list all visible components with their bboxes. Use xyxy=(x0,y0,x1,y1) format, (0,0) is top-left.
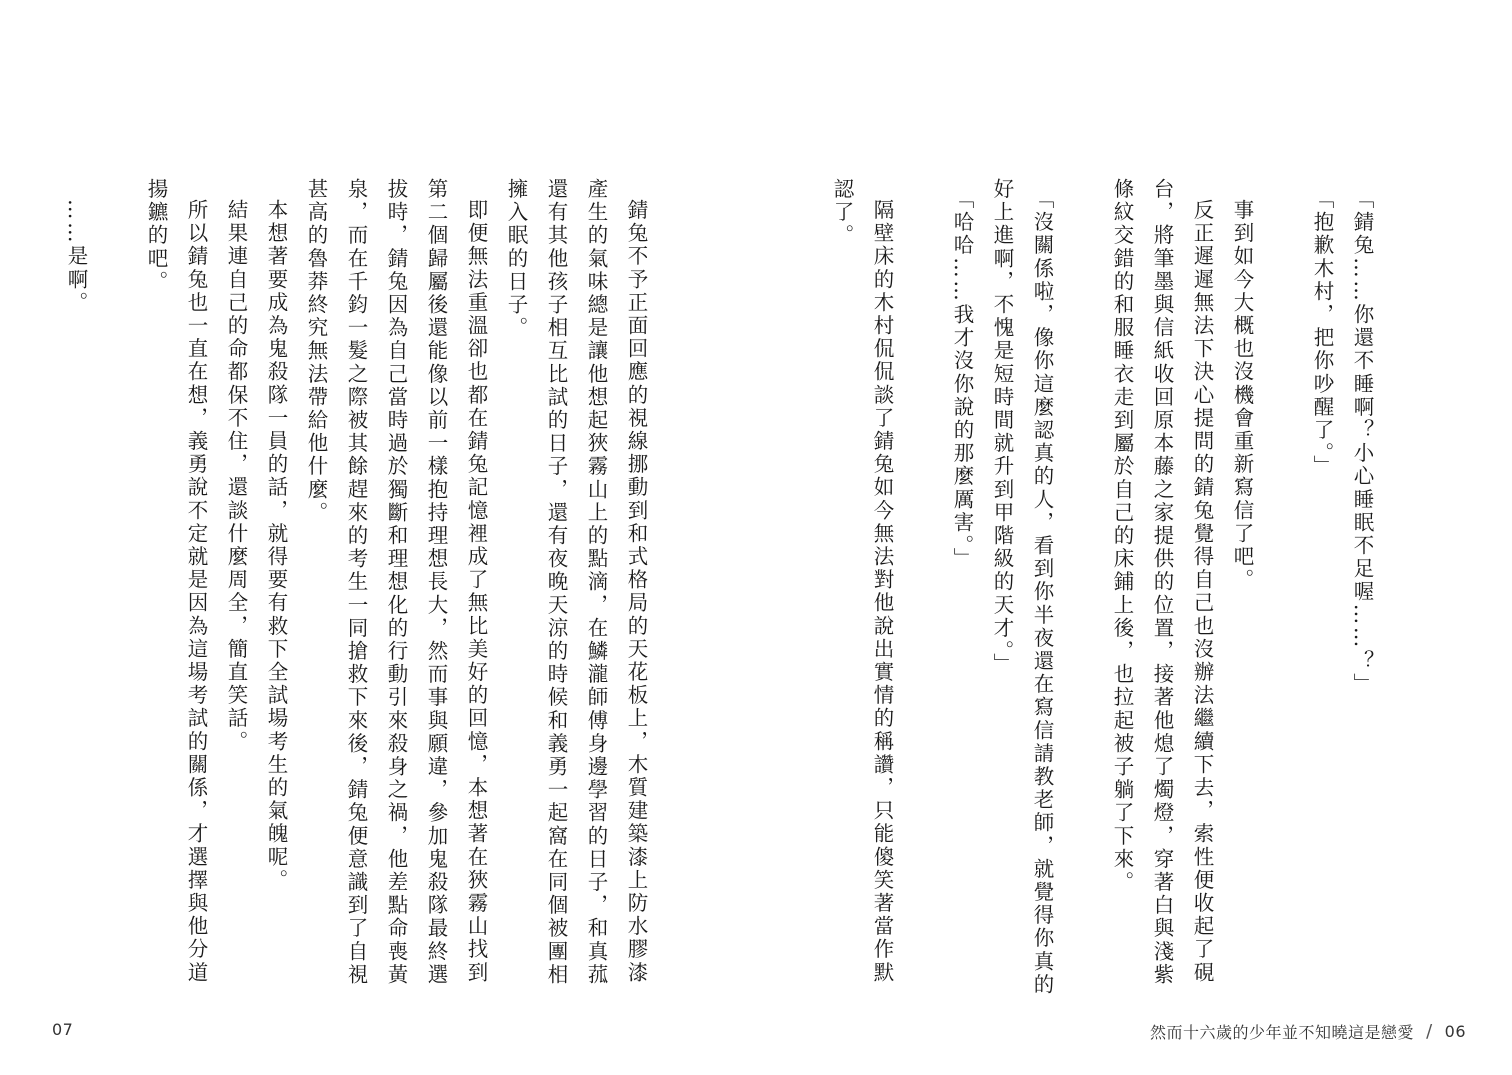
dialogue-line: 「哈哈……我才沒你說的那麼厲害。」 xyxy=(950,188,974,571)
paragraph: 隔壁床的木村侃侃談了錆兔如今無法對他說出實情的稱讚，只能傻笑著當作默認了。 xyxy=(830,178,894,984)
paragraph-spacer xyxy=(1062,178,1102,998)
dialogue-line: 「抱歉木村，把你吵醒了。」 xyxy=(1310,188,1334,479)
paragraph-spacer xyxy=(902,178,942,998)
page-number: 06 xyxy=(1444,1022,1466,1041)
footer-separator: / xyxy=(1426,1021,1433,1042)
paragraph: 事到如今大概也沒機會重新寫信了吧。 xyxy=(1230,198,1254,592)
paragraph: ……是啊。 xyxy=(64,198,88,314)
page-number-left xyxy=(52,1020,73,1039)
paragraph: 本想著要成為鬼殺隊一員的話，就得要有救下全試場考生的氣魄呢。 xyxy=(264,198,288,892)
right-page xyxy=(756,0,1512,1075)
left-page-body-text xyxy=(64,178,656,998)
running-footer-right xyxy=(1150,1020,1466,1043)
paragraph-spacer xyxy=(96,178,136,998)
dialogue-line: 「沒關係啦，像你這麼認真的人，看到你半夜還在寫信請教老師，就覺得你真的好上進啊，不愧是短時間就升到甲階級的天才。」 xyxy=(990,178,1054,997)
paragraph: 反正遲遲無法下決心提問的錆兔覺得自己也沒辦法繼續下去，索性便收起了硯台，將筆墨與信紙收回原本藤之家提供的位置，接著他熄了燭燈，穿著白與淺紫條紋交錯的和服睡衣走到屬於自己的床鋪上後，也拉起被子躺了下來。 xyxy=(1110,178,1214,987)
paragraph: 結果連自己的命都保不住，還談什麼周全，簡直笑話。 xyxy=(224,198,248,753)
paragraph: 即便無法重溫卻也都在錆兔記憶裡成了無比美好的回憶，本想著在狹霧山找到第二個歸屬後還能像以前一樣抱持理想長大，然而事與願違，參加鬼殺隊最終選拔時，錆兔因為自己當時過於獨斷和理想化的行動引來殺身之禍，他差點命喪黃泉，而在千鈞一髮之際被其餘趕來的考生一同搶救下來後，錆兔便意識到了自視甚高的魯莽終究無法帶給他什麼。 xyxy=(304,178,488,987)
paragraph-spacer xyxy=(1262,178,1302,998)
paragraph: 所以錆兔也一直在想，義勇說不定就是因為這場考試的關係，才選擇與他分道揚鑣的吧。 xyxy=(144,178,208,984)
dialogue-line: 「錆兔……你還不睡啊？小心睡眠不足喔……？」 xyxy=(1350,188,1374,697)
book-title: 然而十六歲的少年並不知曉這是戀愛 xyxy=(1150,1023,1415,1042)
paragraph: 錆兔不予正面回應的視線挪動到和式格局的天花板上，木質建築漆上防水膠漆產生的氣味總是讓他想起狹霧山上的點滴，在鱗瀧師傅身邊學習的日子，和真菰還有其他孩子相互比試的日子，還有夜晚天涼的時候和義勇一起窩在同個被團相擁入眠的日子。 xyxy=(504,178,648,987)
right-page-body-text xyxy=(830,178,1382,998)
page-number: 07 xyxy=(52,1020,74,1039)
